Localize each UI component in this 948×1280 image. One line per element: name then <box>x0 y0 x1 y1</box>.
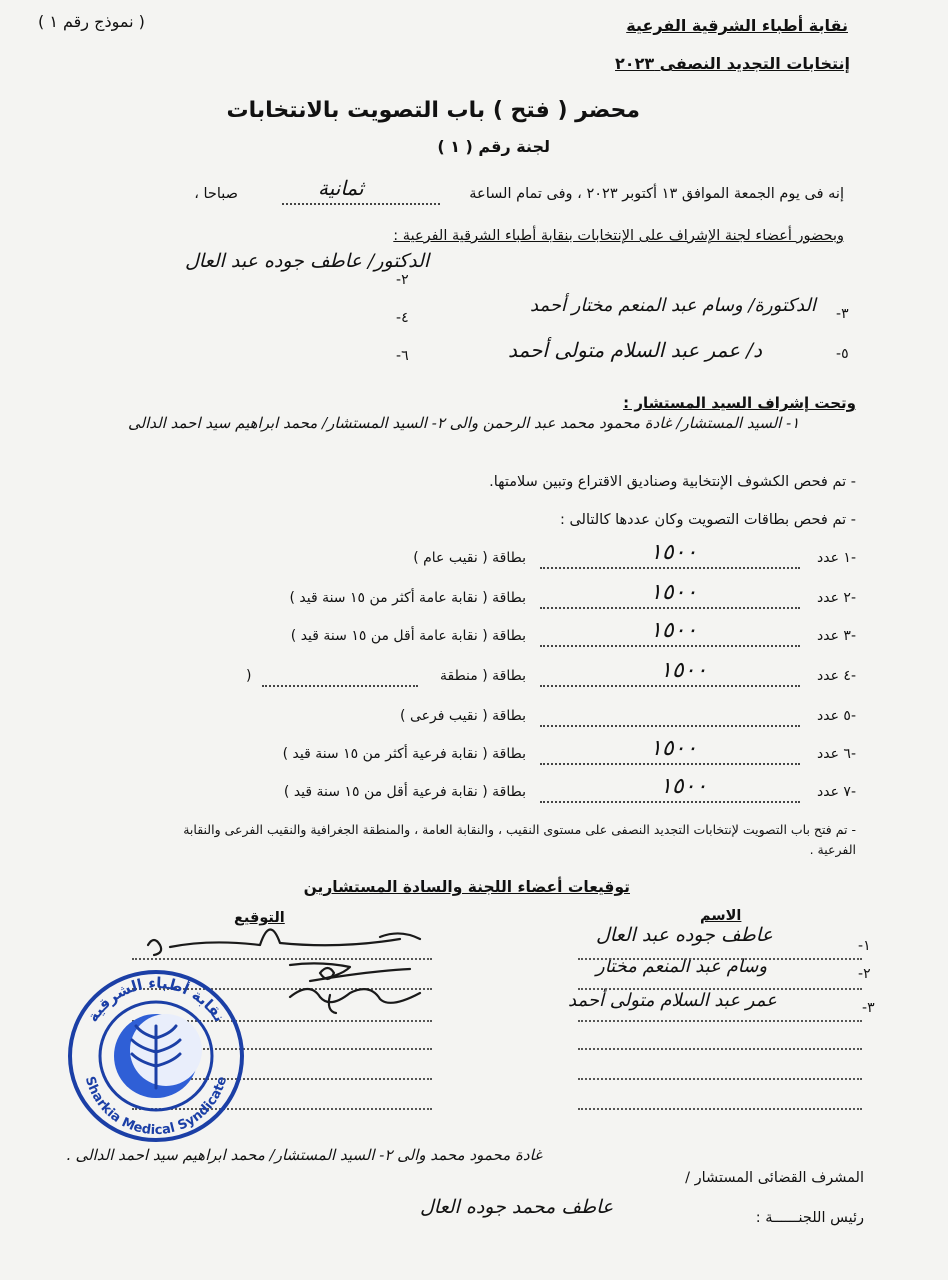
opening-note: - تم فتح باب التصويت لإنتخابات التجديد النصفى على مستوى النقيب ، والنقابة العامة ، والمنطقة الجغرافية والنقيب الفرعى والنقابة <box>183 822 856 837</box>
member-number-3: -٣ <box>836 306 849 322</box>
check-ballots: - تم فحص بطاقات التصويت وكان عددها كالتالى : <box>559 512 856 528</box>
member-number-5: -٥ <box>836 346 849 362</box>
ballot-6-dots <box>540 763 800 765</box>
ballot-3-dots <box>540 645 800 647</box>
chair-handwritten: عاطف محمد جوده العال <box>420 1196 614 1218</box>
ballot-7-count: ١٥٠٠ <box>660 774 708 799</box>
ballot-3-count: ١٥٠٠ <box>650 618 698 643</box>
ballot-6-number: -٦ عدد <box>817 746 856 762</box>
supervisor-handwritten: ١- السيد المستشار/ غادة محمود محمد عبد الرحمن والى ٢- السيد المستشار/ محمد ابراهيم سيد احمد الدالى <box>128 414 800 432</box>
stamp-arabic-text: نقابة أطباء الشرقية <box>83 973 229 1026</box>
ballot-4-count: ١٥٠٠ <box>660 658 708 683</box>
name-line-1 <box>578 958 862 960</box>
ballot-3-number: -٣ عدد <box>817 628 856 644</box>
ballot-2-count: ١٥٠٠ <box>650 580 698 605</box>
supervision-label: وتحت إشراف السيد المستشار : <box>623 394 856 412</box>
page-title: محضر ( فتح ) باب التصويت بالانتخابات <box>226 98 640 123</box>
opening-note-2: الفرعية . <box>809 842 856 857</box>
committee-number: لجنة رقم ( ١ ) <box>437 137 550 156</box>
member-5-handwritten: د/ عمر عبد السلام متولى أحمد <box>508 338 763 362</box>
name-1-handwritten: عاطف جوده عبد العال <box>596 924 773 946</box>
ballot-4-label: بطاقة ( منطقة <box>439 668 526 684</box>
ballot-7-number: -٧ عدد <box>817 784 856 800</box>
ballot-4-number: -٤ عدد <box>817 668 856 684</box>
supervisor-handwritten-footer: غادة محمود محمد والى ٢- السيد المستشار/ محمد ابراهيم سيد احمد الدالى . <box>66 1146 542 1164</box>
hour-dotted-line <box>282 203 440 205</box>
ballot-5-number: -٥ عدد <box>817 708 856 724</box>
stamp-english-text: Sharkia Medical Syndicate <box>81 1074 231 1139</box>
name-line-3 <box>578 1020 862 1022</box>
name-line-6 <box>578 1108 862 1110</box>
ballot-1-number: -١ عدد <box>817 550 856 566</box>
check-lists: - تم فحص الكشوف الإنتخابية وصناديق الاقتراع وتبين سلامتها. <box>489 474 856 490</box>
member-number-4: -٤ <box>396 310 409 326</box>
name-line-2 <box>578 988 862 990</box>
ballot-7-label: بطاقة ( نقابة فرعية أقل من ١٥ سنة قيد ) <box>283 784 526 800</box>
ballot-4-label-end: ) <box>246 668 252 684</box>
name-line-5 <box>578 1078 862 1080</box>
syndicate-name: نقابة أطباء الشرقية الفرعية <box>626 16 848 35</box>
ballot-2-label: بطاقة ( نقابة عامة أكثر من ١٥ سنة قيد ) <box>289 590 526 606</box>
member-3-handwritten: الدكتورة/ وسام عبد المنعم مختار أحمد <box>530 295 816 316</box>
member-1-handwritten: الدكتور/ عاطف جوده عبد العال <box>185 250 430 272</box>
ballot-4-region-dots <box>262 685 418 687</box>
name-2-handwritten: وسام عبد المنعم مختار <box>596 956 768 977</box>
intro-line-1: إنه فى يوم الجمعة الموافق ١٣ أكتوبر ٢٠٢٣ ، وفى تمام الساعة <box>469 186 844 202</box>
name-line-4 <box>578 1048 862 1050</box>
ballot-6-label: بطاقة ( نقابة فرعية أكثر من ١٥ سنة قيد ) <box>282 746 526 762</box>
ballot-6-count: ١٥٠٠ <box>650 736 698 761</box>
syndicate-stamp <box>64 966 248 1144</box>
ballot-1-dots <box>540 567 800 569</box>
form-number: ( نموذج رقم ١ ) <box>38 12 145 31</box>
ballot-2-dots <box>540 607 800 609</box>
member-number-6: -٦ <box>396 348 409 364</box>
ballot-4-dots <box>540 685 800 687</box>
signature-column-header: التوقيع <box>234 910 285 926</box>
name-2-number: -٢ <box>858 966 871 982</box>
chair-label: رئيس اللجنــــــة : <box>755 1210 864 1226</box>
supervisor-label: المشرف القضائى المستشار / <box>685 1170 864 1186</box>
intro-line-2: وبحضور أعضاء لجنة الإشراف على الإنتخابات بنقابة أطباء الشرقية الفرعية : <box>393 228 844 244</box>
name-3-number: -٣ <box>862 1000 875 1016</box>
ballot-3-label: بطاقة ( نقابة عامة أقل من ١٥ سنة قيد ) <box>290 628 526 644</box>
hour-handwritten: ثمانية <box>318 176 364 200</box>
member-number-2: -٢ <box>396 272 409 288</box>
ballot-7-dots <box>540 801 800 803</box>
ballot-5-dots <box>540 725 800 727</box>
ballot-1-count: ١٥٠٠ <box>650 540 698 565</box>
name-column-header: الاسم <box>700 908 742 924</box>
ballot-2-number: -٢ عدد <box>817 590 856 606</box>
morning-label: صباحا ، <box>194 186 238 202</box>
ballot-1-label: بطاقة ( نقيب عام ) <box>413 550 526 566</box>
elections-title: إنتخابات التجديد النصفى ٢٠٢٣ <box>615 54 850 73</box>
signatures-heading: توقيعات أعضاء اللجنة والسادة المستشارين <box>303 878 630 896</box>
name-3-handwritten: عمر عبد السلام متولى أحمد <box>568 990 777 1011</box>
name-1-number: -١ <box>858 938 871 954</box>
ballot-5-label: بطاقة ( نقيب فرعى ) <box>400 708 526 724</box>
